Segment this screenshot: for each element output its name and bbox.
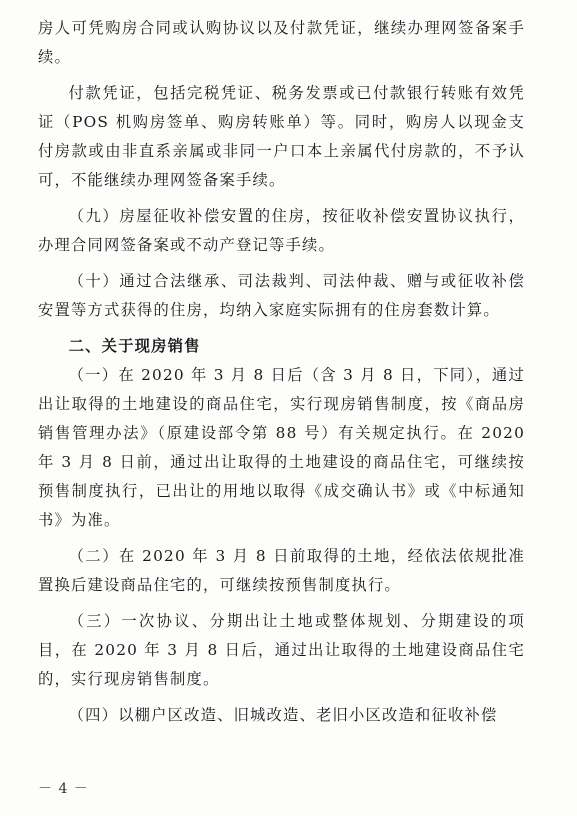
page-number: － 4 － [38, 781, 89, 797]
paragraph-section-item-2: （二）在 2020 年 3 月 8 日前取得的土地，经依法依规批准置换后建设商品住宅的，可继续按预售制度执行。 [38, 547, 525, 594]
paragraph-section-item-4: （四）以棚户区改造、旧城改造、老旧小区改造和征收补偿 [68, 706, 498, 724]
paragraph-section-item-1: （一）在 2020 年 3 月 8 日后（含 3 月 8 日，下同），通过出让取得的土地建设的商品住宅，实行现房销售制度，按《商品房销售管理办法》（原建设部令第 88 号）有关规定执行。在 2020 年 3 月 8 日前，通过出让取得的土地建设的商品住宅，可继续按预售制度执行，已出让的用地以取得《成交确认书》或《中标通知书》为准。 [38, 366, 525, 529]
paragraph-item-10: （十）通过合法继承、司法裁判、司法仲裁、赠与或征收补偿安置等方式获得的住房，均纳入家庭实际拥有的住房套数计算。 [38, 272, 525, 319]
document-body [38, 0, 525, 730]
paragraph-section-item-3: （三）一次协议、分期出让土地或整体规划、分期建设的项目，在 2020 年 3 月 8 日后，通过出让取得的土地建设商品住宅的，实行现房销售制度。 [38, 612, 525, 688]
paragraph-item-9: （九）房屋征收补偿安置的住房，按征收补偿安置协议执行，办理合同网签备案或不动产登记等手续。 [38, 207, 525, 254]
section-heading: 二、关于现房销售 [68, 337, 201, 355]
paragraph-continuation: 房人可凭购房合同或认购协议以及付款凭证，继续办理网签备案手续。 [38, 19, 525, 66]
paragraph-payment-proof: 付款凭证，包括完税凭证、税务发票或已付款银行转账有效凭证（POS 机购房签单、购房转账单）等。同时，购房人以现金支付房款或由非直系亲属或非同一户口本上亲属代付房款的，不予认可，不能继续办理网签备案手续。 [38, 84, 525, 189]
